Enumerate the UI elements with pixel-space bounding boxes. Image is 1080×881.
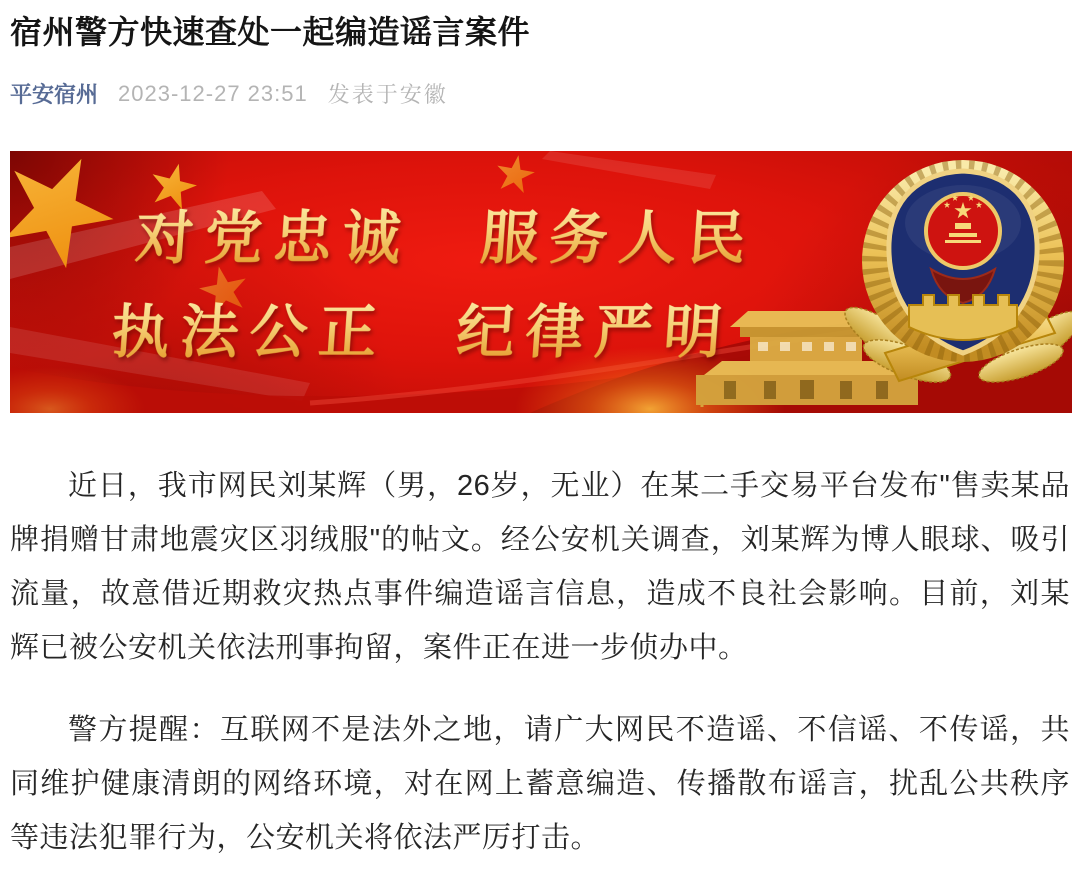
- publish-location: 发表于安徽: [327, 82, 448, 107]
- police-emblem-icon: [837, 171, 1072, 391]
- star-icon: [493, 152, 537, 194]
- glow: [10, 367, 145, 413]
- publish-time: 2023-12-27 23:51: [118, 80, 308, 106]
- article-title: 宿州警方快速查处一起编造谣言案件: [10, 14, 531, 50]
- paragraph-1: 近日，我市网民刘某辉（男，26岁，无业）在某二手交易平台发布"售卖某品牌捐赠甘肃地震灾区羽绒服"的帖文。经公安机关调查，刘某辉为博人眼球、吸引流量，故意借近期救灾热点事件编造谣言信息，造成不良社会影响。目前，刘某辉已被公安机关依法刑事拘留，案件正在进一步侦办中。: [10, 470, 1070, 664]
- article-body: [10, 459, 1070, 865]
- account-link[interactable]: 平安宿州: [10, 82, 99, 107]
- banner-slogan-line1: 对党忠诚 服务人民: [133, 191, 760, 275]
- banner-slogan-line2: 执法公正 纪律严明: [109, 285, 736, 369]
- banner-image[interactable]: [10, 151, 1072, 413]
- paragraph-2: 警方提醒：互联网不是法外之地，请广大网民不造谣、不信谣、不传谣，共同维护健康清朗的网络环境，对在网上蓄意编造、传播散布谣言，扰乱公共秩序等违法犯罪行为，公安机关将依法严厉打击。: [10, 714, 1070, 854]
- byline: [10, 78, 1070, 109]
